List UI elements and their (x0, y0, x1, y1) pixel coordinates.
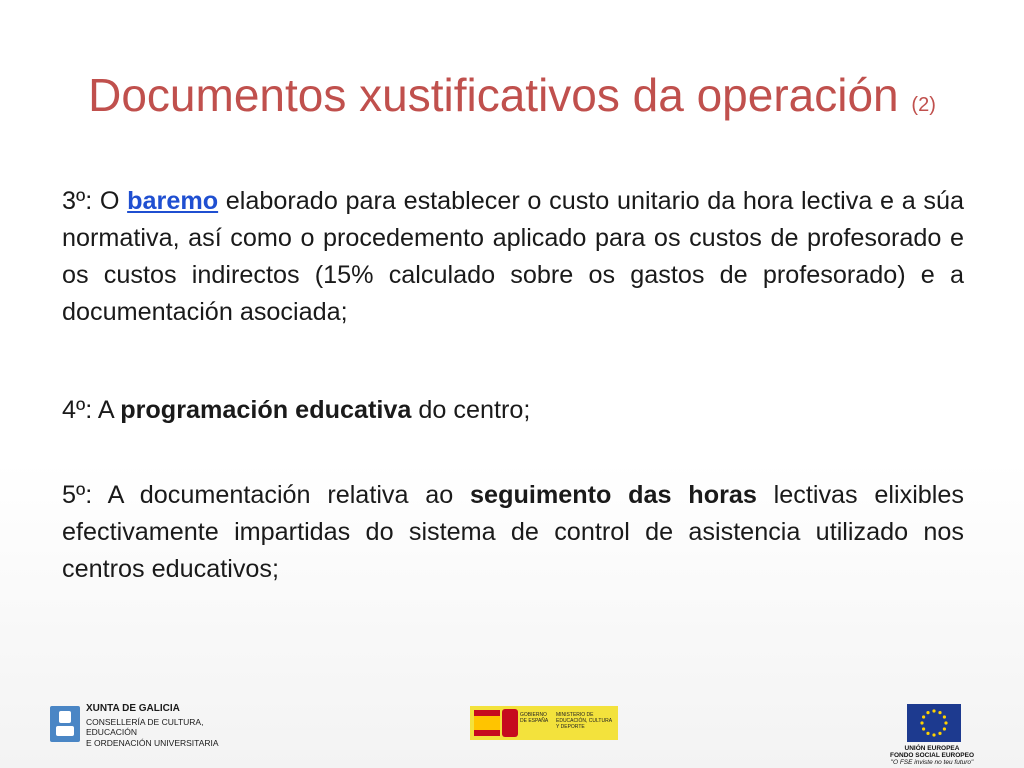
logo-footer (0, 700, 1024, 768)
slide-title (0, 66, 1024, 134)
spain-ministerio-text: MINISTERIO DE EDUCACIÓN, CULTURA Y DEPORTE (556, 712, 612, 730)
slide-title-main: Documentos xustificativos da operación (88, 69, 899, 121)
paragraph-3 (62, 183, 964, 331)
xunta-line2: E ORDENACIÓN UNIVERSITARIA (86, 737, 219, 748)
paragraph-4-text: do centro; (411, 396, 531, 424)
baremo-link[interactable]: baremo (127, 187, 219, 215)
xunta-logo (50, 703, 250, 748)
galicia-shield-icon (50, 706, 80, 742)
paragraph-5-text: lectivas elixibles efectivamente impartidas do sistema de control de asistencia utilizado nos centros educativos; (62, 481, 964, 583)
paragraph-5 (62, 477, 964, 588)
eu-stars-icon (907, 704, 961, 742)
eu-line2: FONDO SOCIAL EUROPEO (889, 752, 975, 760)
eu-line3: "O FSE inviste no teu futuro" (890, 759, 974, 767)
xunta-title: XUNTA DE GALICIA (86, 703, 180, 714)
eu-flag-icon (907, 704, 961, 742)
paragraph-3-prefix: 3º: O (62, 187, 128, 215)
slide-title-suffix: (2) (911, 94, 936, 116)
spain-crest-icon (502, 709, 518, 737)
paragraph-5-bold: seguimento das horas (470, 481, 757, 509)
xunta-line1: CONSELLERÍA DE CULTURA, EDUCACIÓN (86, 716, 204, 737)
eu-logo (880, 704, 984, 766)
eu-line1: UNIÓN EUROPEA (904, 745, 960, 752)
paragraph-3-text: elaborado para establecer o custo unitario da hora lectiva e a súa normativa, así como o procedemento aplicado para os custos de profesorado e os custos indirectos (15% calculado sobre os gastos de profesorado) e a documentación asociada; (62, 187, 964, 326)
spain-gobierno-text: GOBIERNO DE ESPAÑA (520, 712, 549, 724)
paragraph-5-prefix: 5º: A documentación relativa ao (62, 481, 471, 509)
eu-text (880, 745, 984, 767)
paragraph-4 (62, 392, 964, 429)
paragraph-4-bold: programación educativa (120, 396, 412, 424)
xunta-text (86, 704, 250, 748)
spain-ministry-logo (470, 706, 618, 740)
spain-flag-icon (474, 710, 500, 736)
paragraph-4-prefix: 4º: A (62, 396, 121, 424)
